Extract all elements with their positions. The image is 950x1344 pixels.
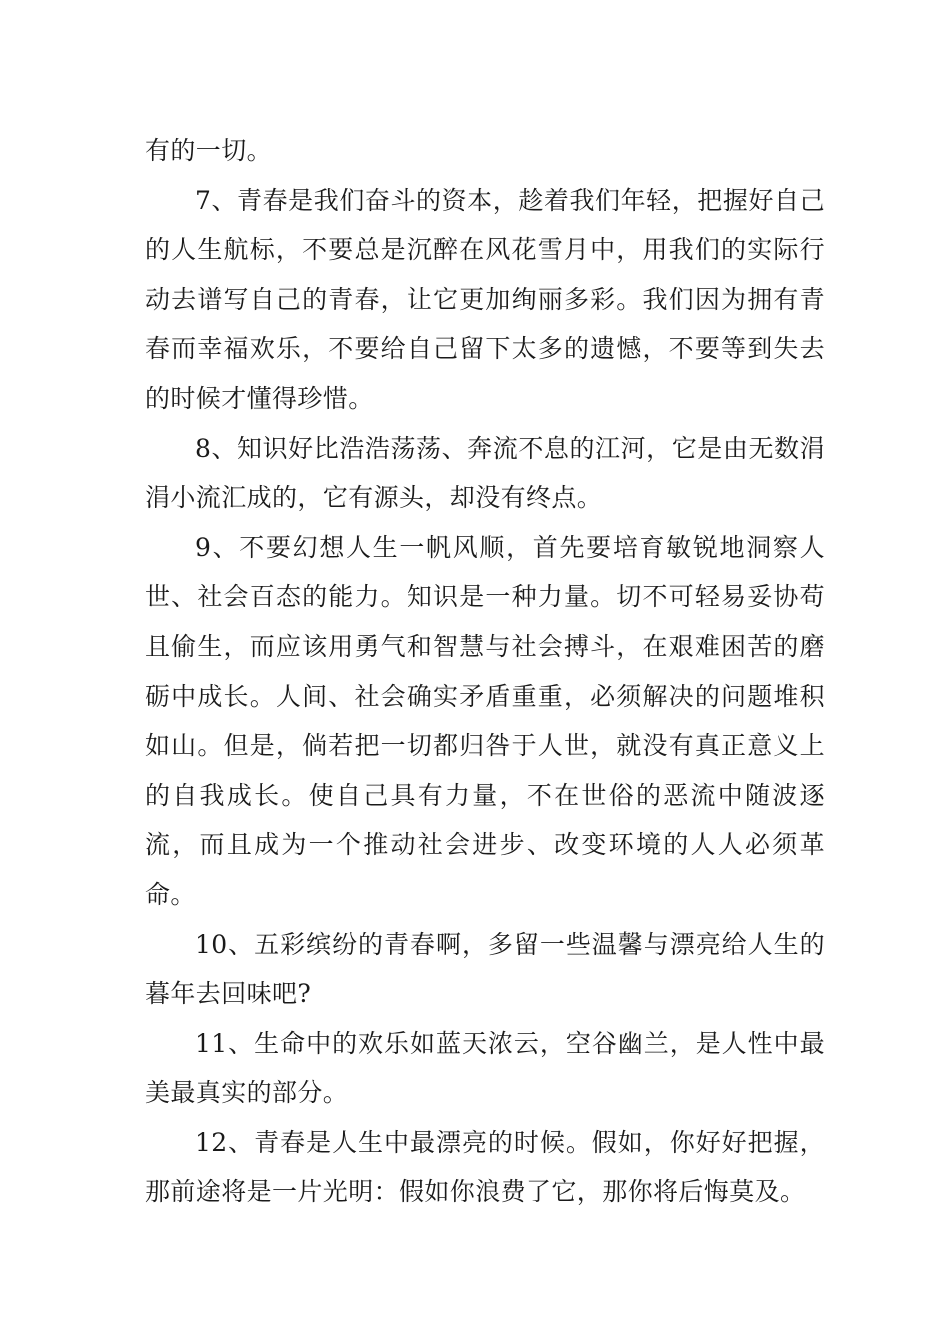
- paragraph-9: 9、不要幻想人生一帆风顺，首先要培育敏锐地洞察人世、社会百态的能力。知识是一种力量。切不可轻易妥协苟且偷生，而应该用勇气和智慧与社会搏斗，在艰难困苦的磨砺中成长。人间、社会确实矛盾重重，必须解决的问题堆积如山。但是，倘若把一切都归咎于人世，就没有真正意义上的自我成长。使自己具有力量，不在世俗的恶流中随波逐流，而且成为一个推动社会进步、改变环境的人人必须革命。: [145, 532, 825, 909]
- document-body: [145, 126, 825, 1217]
- paragraph-11: 11、生命中的欢乐如蓝天浓云，空谷幽兰，是人性中最美最真实的部分。: [145, 1028, 825, 1108]
- paragraph-10: 10、五彩缤纷的青春啊，多留一些温馨与漂亮给人生的暮年去回味吧?: [145, 929, 825, 1009]
- paragraph-8: 8、知识好比浩浩荡荡、奔流不息的江河，它是由无数涓涓小流汇成的，它有源头，却没有终点。: [145, 433, 825, 513]
- paragraph-7: 7、青春是我们奋斗的资本，趁着我们年轻，把握好自己的人生航标，不要总是沉醉在风花雪月中，用我们的实际行动去谱写自己的青春，让它更加绚丽多彩。我们因为拥有青春而幸福欢乐，不要给自己留下太多的遗憾，不要等到失去的时候才懂得珍惜。: [145, 185, 825, 413]
- paragraph-12: 12、青春是人生中最漂亮的时候。假如，你好好把握，那前途将是一片光明：假如你浪费了它，那你将后悔莫及。: [145, 1127, 825, 1207]
- paragraph-continuation: 有的一切。: [145, 136, 273, 165]
